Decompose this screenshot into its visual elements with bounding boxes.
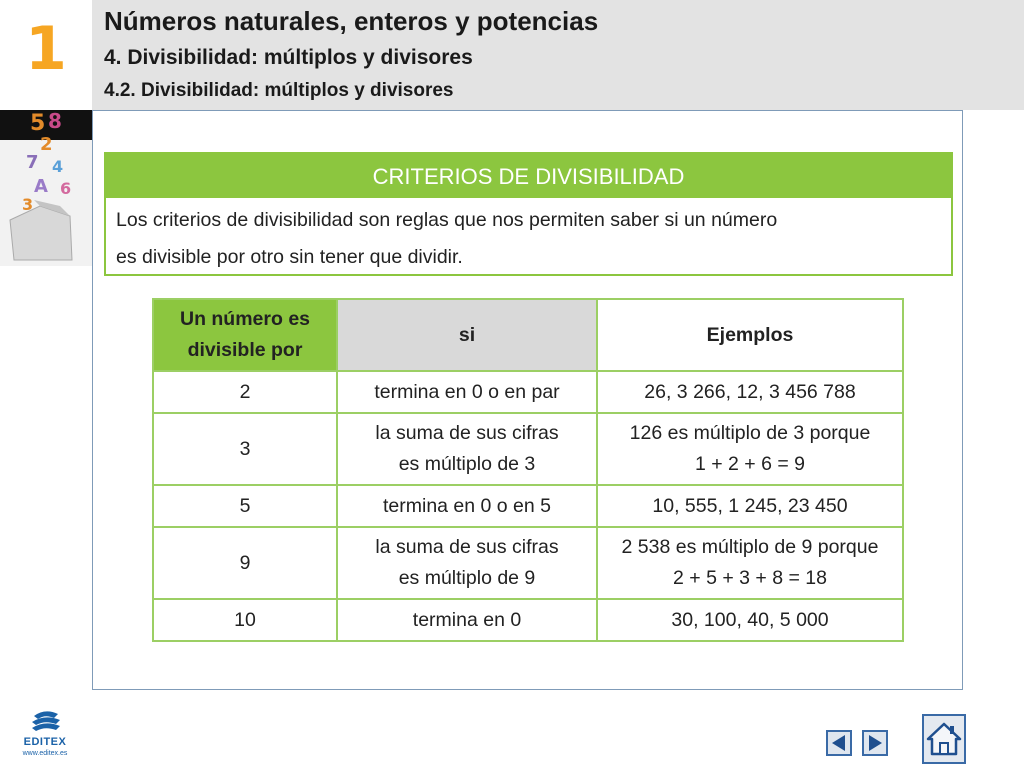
- criteria-title: CRITERIOS DE DIVISIBILIDAD: [106, 154, 951, 198]
- cell-examples: [597, 413, 903, 485]
- cell-examples: 30, 100, 40, 5 000: [597, 599, 903, 641]
- svg-text:7: 7: [26, 152, 39, 173]
- cell-line: la suma de sus cifras: [375, 422, 559, 444]
- home-button[interactable]: [922, 714, 966, 764]
- table-row: [153, 527, 903, 599]
- cell-condition: [337, 527, 597, 599]
- slide-header: [0, 0, 1024, 110]
- cell-line: 1 + 2 + 6 = 9: [694, 453, 806, 475]
- cell-condition: termina en 0 o en 5: [337, 485, 597, 527]
- cell-line: 2 538 es múltiplo de 9 porque: [621, 536, 879, 558]
- cell-number: 5: [153, 485, 337, 527]
- cell-number: 9: [153, 527, 337, 599]
- editex-mark-icon: [14, 710, 76, 736]
- editex-logo: [14, 710, 76, 762]
- header-line: divisible por: [187, 339, 303, 361]
- house-icon: [924, 716, 964, 762]
- svg-text:4: 4: [52, 157, 64, 176]
- svg-text:3: 3: [22, 195, 34, 214]
- cell-condition: termina en 0 o en par: [337, 371, 597, 413]
- cell-number: 3: [153, 413, 337, 485]
- previous-slide-button[interactable]: [826, 730, 852, 756]
- divisibility-table: [152, 298, 904, 642]
- logo-text: EDITEX: [23, 736, 67, 748]
- cell-number: 2: [153, 371, 337, 413]
- numbers-box-icon: [0, 110, 92, 266]
- table-row: [153, 485, 903, 527]
- cell-number: 10: [153, 599, 337, 641]
- triangle-right-icon: [864, 732, 886, 754]
- criteria-text-line: Los criterios de divisibilidad son reglas que nos permiten saber si un número: [116, 209, 778, 231]
- cell-line: 126 es múltiplo de 3 porque: [629, 422, 871, 444]
- cell-line: es múltiplo de 3: [398, 453, 536, 475]
- next-slide-button[interactable]: [862, 730, 888, 756]
- cell-examples: 10, 555, 1 245, 23 450: [597, 485, 903, 527]
- cell-condition: [337, 413, 597, 485]
- table-row: [153, 371, 903, 413]
- cell-line: es múltiplo de 9: [398, 567, 536, 589]
- cell-line: 2 + 5 + 3 + 8 = 18: [673, 567, 827, 589]
- svg-text:6: 6: [60, 179, 72, 198]
- cell-line: la suma de sus cifras: [375, 536, 559, 558]
- page-title: Números naturales, enteros y potencias: [104, 6, 599, 36]
- svg-text:8: 8: [48, 110, 62, 133]
- column-header-number: [153, 299, 337, 371]
- cell-examples: [597, 527, 903, 599]
- table-header-row: [153, 299, 903, 371]
- logo-url: www.editex.es: [22, 750, 68, 757]
- column-header-condition: si: [337, 299, 597, 371]
- criteria-text-line: es divisible por otro sin tener que dividir.: [116, 246, 463, 268]
- svg-text:5: 5: [30, 111, 46, 136]
- cell-condition: termina en 0: [337, 599, 597, 641]
- numbers-illustration: [0, 110, 92, 266]
- criteria-box: [104, 152, 953, 276]
- page-subtitle: 4. Divisibilidad: múltiplos y divisores: [104, 46, 473, 69]
- cell-examples: 26, 3 266, 12, 3 456 788: [597, 371, 903, 413]
- section-title: 4.2. Divisibilidad: múltiplos y divisores: [104, 80, 454, 101]
- chapter-number: 1: [25, 14, 67, 84]
- table-row: [153, 599, 903, 641]
- criteria-description: [106, 198, 951, 276]
- svg-text:A: A: [34, 176, 48, 197]
- column-header-examples: Ejemplos: [597, 299, 903, 371]
- svg-text:2: 2: [40, 134, 53, 155]
- table-row: [153, 413, 903, 485]
- triangle-left-icon: [828, 732, 850, 754]
- header-line: Un número es: [179, 308, 311, 330]
- chapter-badge: [0, 0, 92, 110]
